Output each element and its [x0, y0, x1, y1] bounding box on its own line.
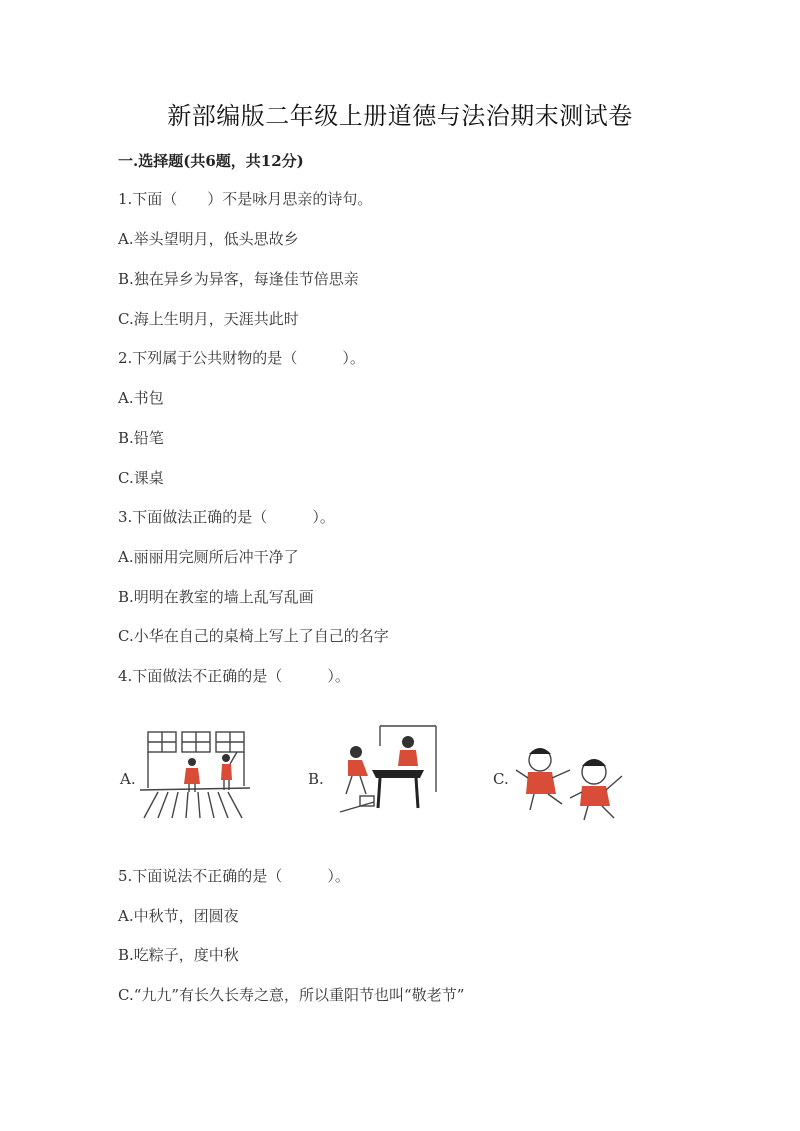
page-title: 新部编版二年级上册道德与法治期末测试卷: [167, 102, 633, 130]
option-1a: A.举头望明月，低头思故乡: [118, 230, 299, 248]
illustration-window-cleaning: [140, 728, 250, 820]
option-1b: B.独在异乡为异客，每逢佳节倍思亲: [118, 270, 359, 288]
option-3b: B.明明在教室的墙上乱写乱画: [118, 588, 314, 606]
picture-label-a: A.: [120, 770, 136, 788]
section-heading: 一.选择题(共6题，共12分): [118, 152, 304, 170]
illustration-desk-cleaning: [330, 722, 440, 820]
option-2c: C.课桌: [118, 469, 164, 487]
option-3a: A.丽丽用完厕所后冲干净了: [118, 548, 299, 566]
illustration-children-fighting: [514, 740, 630, 822]
option-1c: C.海上生明月，天涯共此时: [118, 310, 299, 328]
picture-label-c: C.: [493, 770, 509, 788]
option-5c: C.“九九”有长久长寿之意，所以重阳节也叫“敬老节”: [118, 986, 465, 1004]
option-5a: A.中秋节，团圆夜: [118, 907, 239, 925]
question-1: 1.下面（ ）不是咏月思亲的诗句。: [118, 190, 373, 208]
option-3c: C.小华在自己的桌椅上写上了自己的名字: [118, 627, 389, 645]
question-5: 5.下面说法不正确的是（ ）。: [118, 867, 350, 885]
option-5b: B.吃粽子，度中秋: [118, 946, 239, 964]
question-2: 2.下列属于公共财物的是（ ）。: [118, 349, 365, 367]
question-4: 4.下面做法不正确的是（ ）。: [118, 667, 350, 685]
option-2b: B.铅笔: [118, 429, 164, 447]
option-2a: A.书包: [118, 389, 164, 407]
question-3: 3.下面做法正确的是（ ）。: [118, 508, 335, 526]
picture-label-b: B.: [308, 770, 324, 788]
